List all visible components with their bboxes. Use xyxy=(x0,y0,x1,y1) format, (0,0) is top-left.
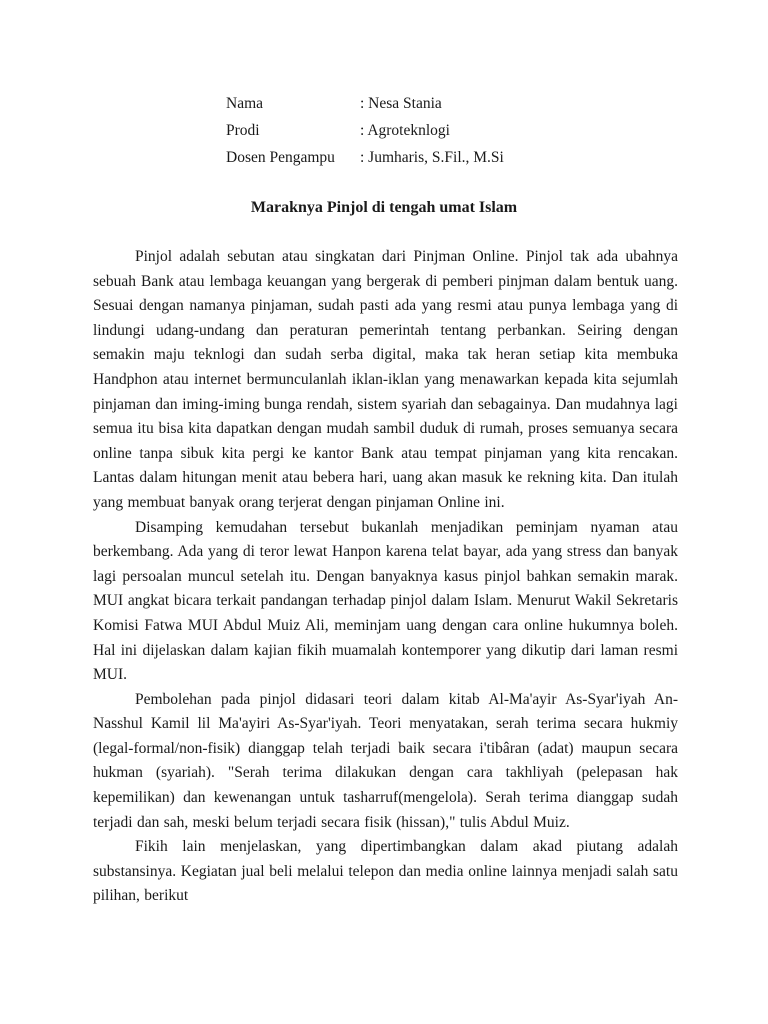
paragraph-3: Pembolehan pada pinjol didasari teori dalam kitab Al-Ma'ayir As-Syar'iyah An-Nasshul Kamil lil Ma'ayiri As-Syar'iyah. Teori menyatakan, serah terima secara hukmiy (legal-formal/non-fisik) dianggap telah terjadi baik secara i'tibâran (adat) maupun secara hukman (syariah). "Serah terima dilakukan dengan cara takhliyah (pelepasan hak kepemilikan) dan kewenangan untuk tasharruf(mengelola). Serah terima dianggap sudah terjadi dan sah, meski belum terjadi secara fisik (hissan)," tulis Abdul Muiz. xyxy=(93,690,678,831)
paragraph-4: Fikih lain menjelaskan, yang dipertimbangkan dalam akad piutang adalah substansinya. Kegiatan jual beli melalui telepon dan media online lainnya menjadi salah satu pilihan, berikut xyxy=(93,838,678,905)
nama-label: Nama xyxy=(226,95,264,112)
paragraph-1: Pinjol adalah sebutan atau singkatan dari Pinjman Online. Pinjol tak ada ubahnya sebuah Bank atau lembaga keuangan yang bergerak di pemberi pinjman dalam bentuk uang. Sesuai dengan namanya pinjaman, sudah pasti ada yang resmi atau punya lembaga yang di lindungi udang-undang dan peraturan pemerintah tentang perbankan. Seiring dengan semakin maju teknlogi dan sudah serba digital, maka tak heran setiap kita membuka Handphon atau internet bermunculanlah iklan-iklan yang menawarkan kepada kita sejumlah pinjaman dan iming-iming bunga rendah, sistem syariah dan sebagainya. Dan mudahnya lagi semua itu bisa kita dapatkan dengan mudah sambil duduk di rumah, proses semuanya secara online tanpa sibuk kita pergi ke kantor Bank atau tempat pinjaman yang kita rencakan. Lantas dalam hitungan menit atau bebera hari, uang akan masuk ke rekning kita. Dan itulah yang membuat banyak orang terjerat dengan pinjaman Online ini. xyxy=(93,248,678,511)
document-body xyxy=(93,245,678,909)
info-row-prodi xyxy=(226,117,504,144)
dosen-label: Dosen Pengampu xyxy=(226,149,335,166)
prodi-label: Prodi xyxy=(226,122,260,139)
student-info-block xyxy=(226,90,504,171)
document-title: Maraknya Pinjol di tengah umat Islam xyxy=(250,199,518,216)
dosen-value: : Jumharis, S.Fil., M.Si xyxy=(360,149,504,166)
paragraph-2: Disamping kemudahan tersebut bukanlah menjadikan peminjam nyaman atau berkembang. Ada yang di teror lewat Hanpon karena telat bayar, ada yang stress dan banyak lagi persoalan muncul setelah itu. Dengan banyaknya kasus pinjol bahkan semakin marak. MUI angkat bicara terkait pandangan terhadap pinjol dalam Islam. Menurut Wakil Sekretaris Komisi Fatwa MUI Abdul Muiz Ali, meminjam uang dengan cara online hukumnya boleh. Hal ini dijelaskan dalam kajian fikih muamalah kontemporer yang dikutip dari laman resmi MUI. xyxy=(93,518,678,684)
info-row-dosen xyxy=(226,144,504,171)
nama-value: : Nesa Stania xyxy=(360,95,442,112)
prodi-value: : Agroteknlogi xyxy=(360,122,450,139)
info-row-nama xyxy=(226,90,504,117)
